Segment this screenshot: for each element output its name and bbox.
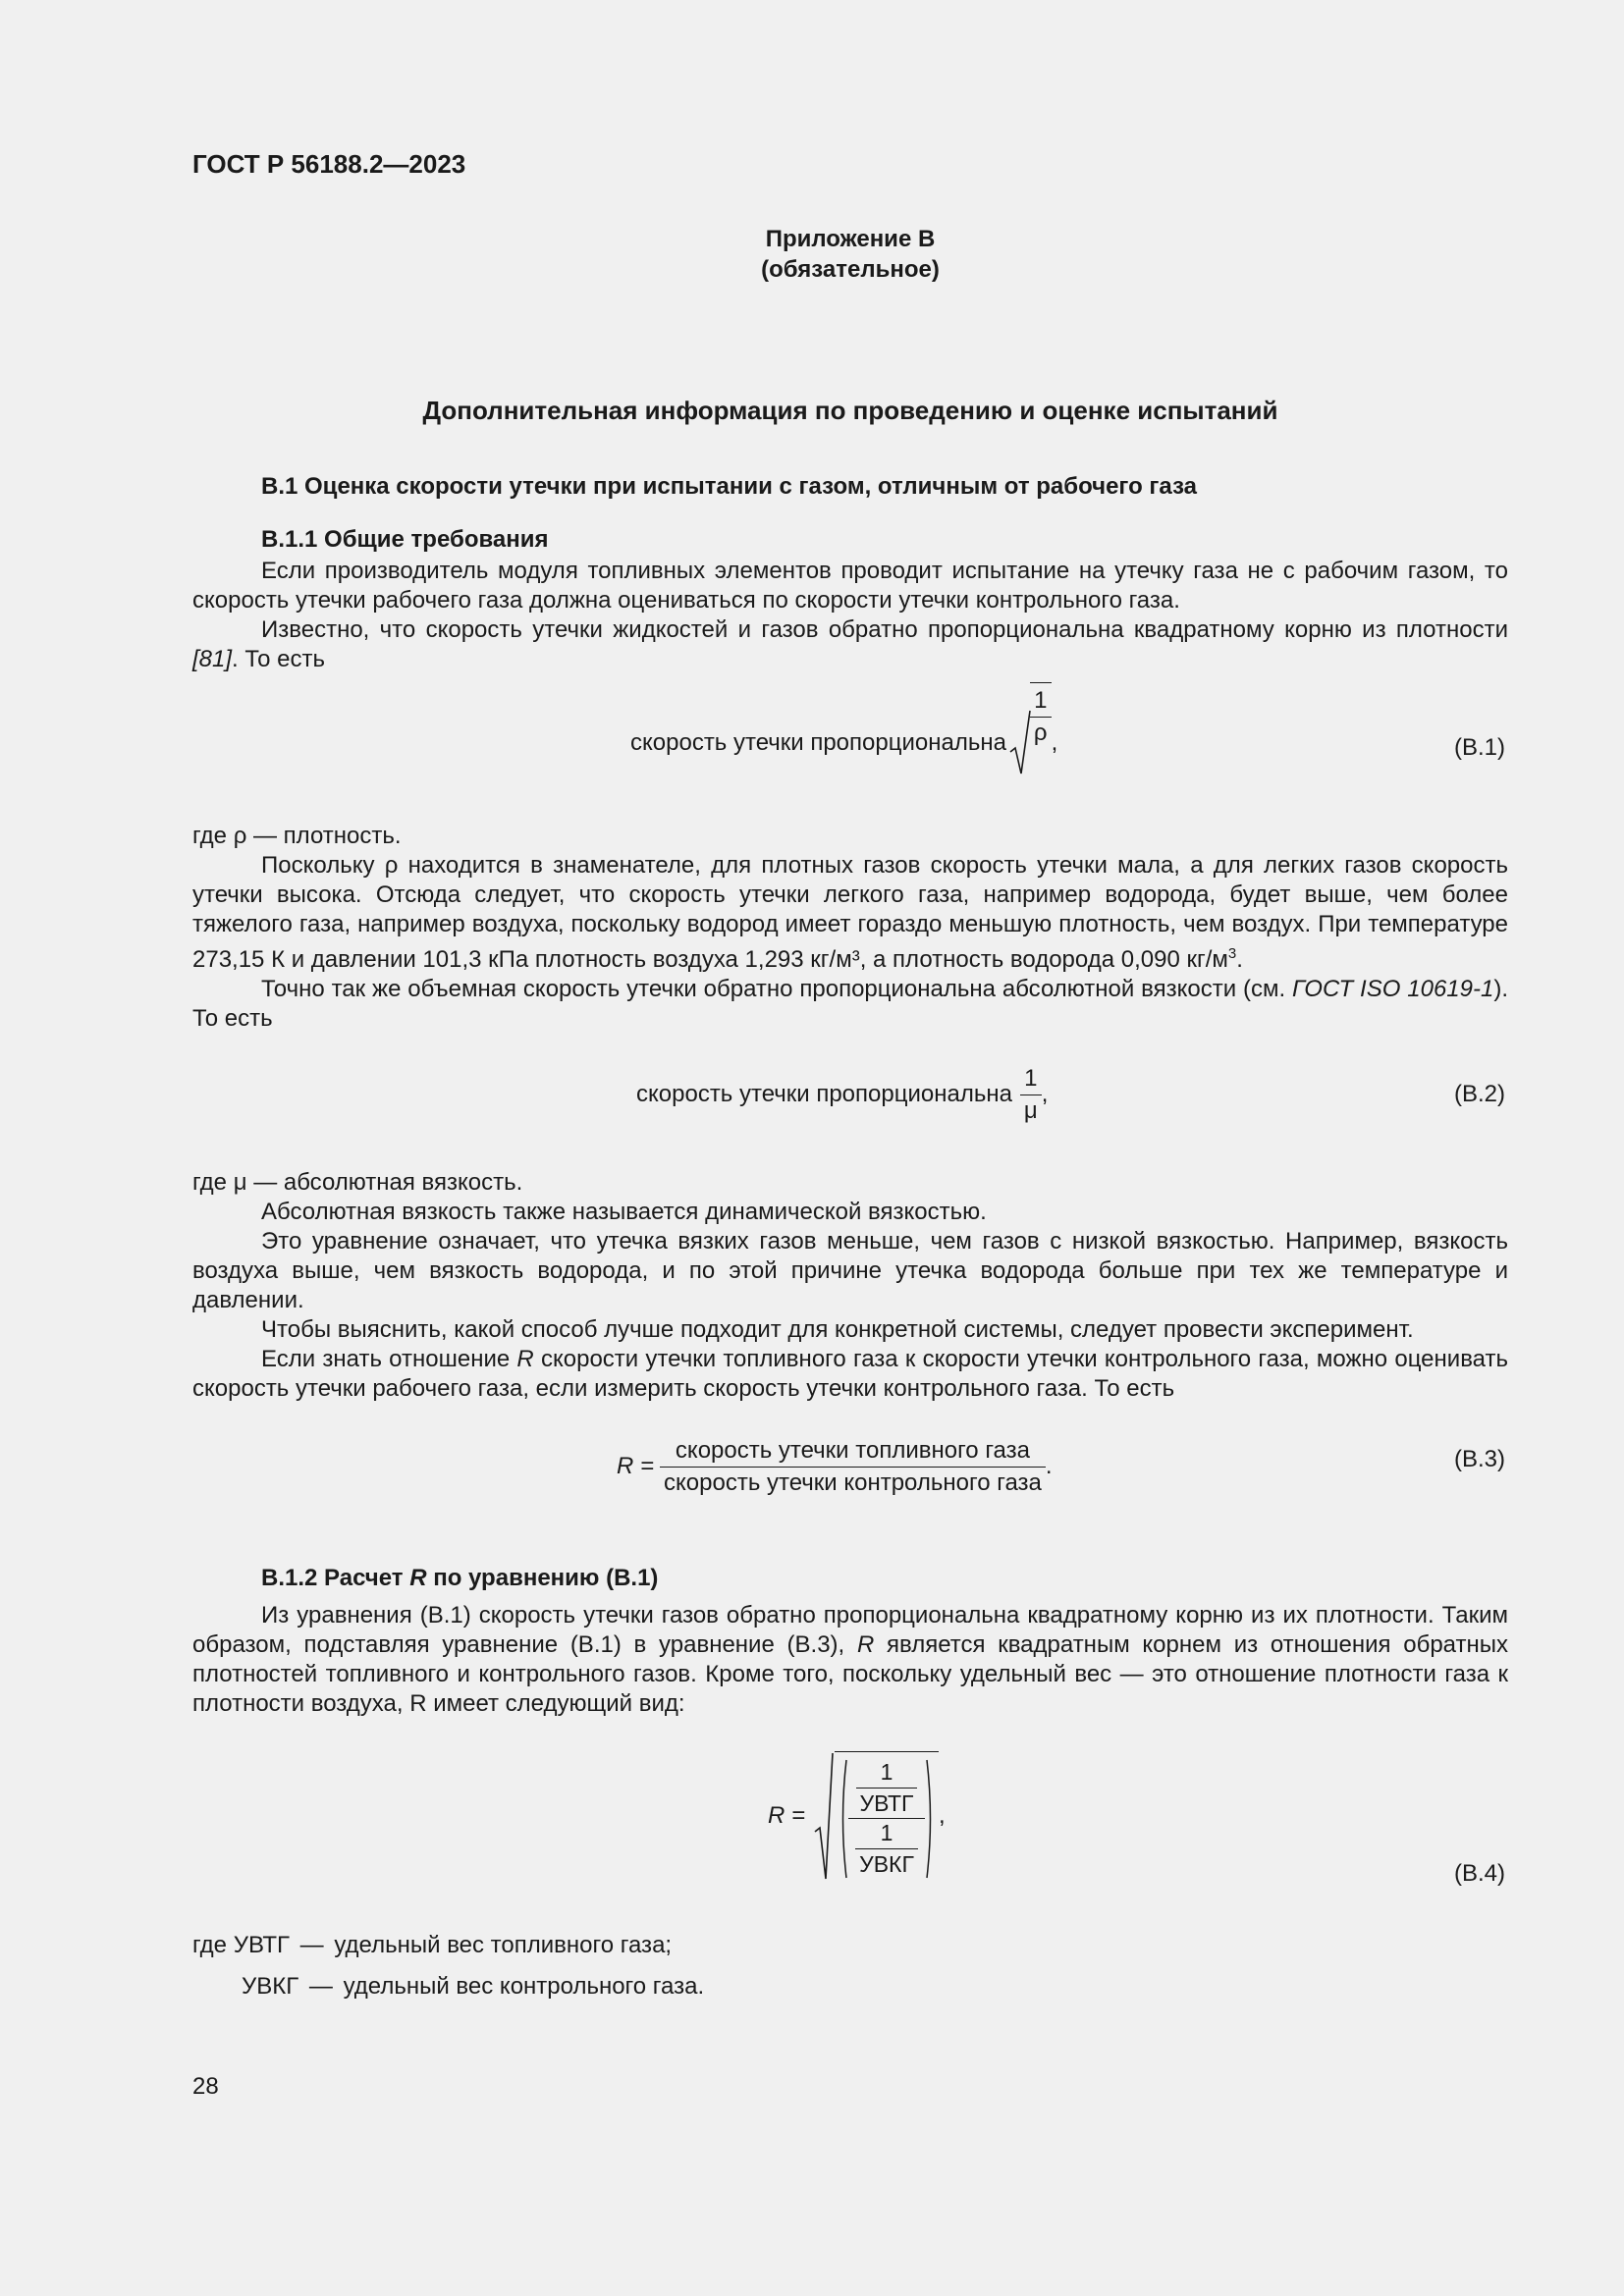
text-block-3 bbox=[192, 1168, 1508, 1404]
fraction: $\frac{1}{\mu}$ bbox=[1020, 1065, 1042, 1125]
equation-b4: R = $\frac{1}{\text{УВТГ}}$ $\frac{1}{\text{УВКГ}}$ , bbox=[768, 1749, 946, 1883]
page-number: 28 bbox=[192, 2073, 219, 2100]
legend-row: УВКГ — удельный вес контрольного газа. bbox=[242, 1973, 705, 2000]
fraction: $\frac{1}{\rho}$ bbox=[1030, 682, 1052, 747]
text-block-1 bbox=[192, 557, 1508, 674]
fraction-top: $\frac{1}{\text{УВТГ}}$ bbox=[856, 1759, 918, 1817]
appendix-title: Приложение В bbox=[765, 226, 936, 252]
paragraph: Если знать отношение R скорости утечки топливного газа к скорости утечки контрольного газа, можно оценивать скорость утечки рабочего газа, если измерить скорость утечки контрольного газа. То есть bbox=[192, 1346, 1508, 1402]
equation-label: (В.4) bbox=[1454, 1860, 1506, 1887]
paragraph: Если производитель модуля топливных элементов проводит испытание на утечку газа не с рабочим газом, то скорость утечки рабочего газа должна оцениваться по скорости утечки контрольного газа. bbox=[192, 558, 1508, 614]
equation-label: (В.3) bbox=[1454, 1446, 1506, 1472]
main-fraction-bar bbox=[848, 1818, 925, 1819]
reference: ГОСТ ISO 10619-1 bbox=[1292, 976, 1494, 1002]
paragraph: Это уравнение означает, что утечка вязких газов меньше, чем газов с низкой вязкостью. Например, вязкость воздуха выше, чем вязкость водорода, и по этой причине утечка водорода больше при тех же температуре и давлении. bbox=[192, 1228, 1508, 1313]
fraction: $\frac{\text{скорость утечки топливного газа}}{\text{скорость утечки контрольного газа}}$ bbox=[660, 1437, 1046, 1497]
equation-b1: скорость утечки пропорциональна $\frac{1}{\rho}$ , bbox=[630, 709, 1057, 777]
text-block-2 bbox=[192, 822, 1508, 1034]
radicand bbox=[835, 1751, 939, 1880]
where-clause: где ρ — плотность. bbox=[192, 823, 402, 849]
paragraph: Поскольку ρ находится в знаменателе, для плотных газов скорость утечки мала, а для легких газов скорость утечки высока. Отсюда следует, что скорость утечки легкого газа, например водорода, будет выше, чем более тяжелого газа, например воздуха, поскольку водород имеет гораздо меньшую плотность, чем воздух. При температуре 273,15 К и давлении 101,3 кПа плотность воздуха 1,293 кг/м³, а плотность водорода 0,090 $кг/м^3$. bbox=[192, 852, 1508, 973]
legend-row: где УВТГ — удельный вес топливного газа; bbox=[192, 1932, 673, 1958]
paragraph: Из уравнения (В.1) скорость утечки газов обратно пропорциональна квадратному корню из их плотности. Таким образом, подставляя уравнение (В.1) в уравнение (В.3), R является квадратным корнем из отношения обратных плотностей топливного и контрольного газов. Кроме того, поскольку удельный вес — это отношение плотности газа к плотности воздуха, R имеет следующий вид: bbox=[192, 1602, 1508, 1717]
fraction-bottom: $\frac{1}{\text{УВКГ}}$ bbox=[855, 1820, 918, 1878]
text-block-4 bbox=[192, 1601, 1508, 1719]
reference: [81] bbox=[192, 646, 233, 672]
equation-label: (В.1) bbox=[1454, 734, 1506, 761]
document-id: ГОСТ Р 56188.2—2023 bbox=[192, 149, 466, 179]
right-paren bbox=[925, 1758, 935, 1880]
appendix-status: (обязательное) bbox=[761, 256, 940, 283]
compound-fraction bbox=[848, 1759, 925, 1878]
section-b11-title: В.1.1 Общие требования bbox=[261, 526, 549, 553]
main-title: Дополнительная информация по проведению и оценке испытаний bbox=[422, 396, 1278, 425]
equation-b2: скорость утечки пропорциональна $\frac{1}{\mu}$ , bbox=[636, 1064, 1049, 1124]
where-clause: где μ — абсолютная вязкость. bbox=[192, 1169, 523, 1196]
section-b1-title: В.1 Оценка скорости утечки при испытании с газом, отличным от рабочего газа bbox=[261, 473, 1198, 500]
paragraph: Известно, что скорость утечки жидкостей и газов обратно пропорциональна квадратному корню из плотности [81]. То есть bbox=[192, 616, 1508, 672]
equation-label: (В.2) bbox=[1454, 1081, 1506, 1107]
left-paren bbox=[839, 1758, 848, 1880]
equation-b3: R = $\frac{\text{скорость утечки топливного газа}}{\text{скорость утечки контрольного газа}}$ . bbox=[617, 1436, 1053, 1496]
paragraph: Чтобы выяснить, какой способ лучше подходит для конкретной системы, следует провести эксперимент. bbox=[261, 1316, 1414, 1343]
sqrt-symbol bbox=[813, 1749, 835, 1883]
paragraph: Точно так же объемная скорость утечки обратно пропорциональна абсолютной вязкости (см. ГОСТ ISO 10619-1). То есть bbox=[192, 976, 1508, 1032]
paragraph: Абсолютная вязкость также называется динамической вязкостью. bbox=[261, 1199, 987, 1225]
sqrt-symbol bbox=[1008, 709, 1032, 777]
section-b12-title: В.1.2 Расчет R по уравнению (В.1) bbox=[261, 1565, 659, 1591]
